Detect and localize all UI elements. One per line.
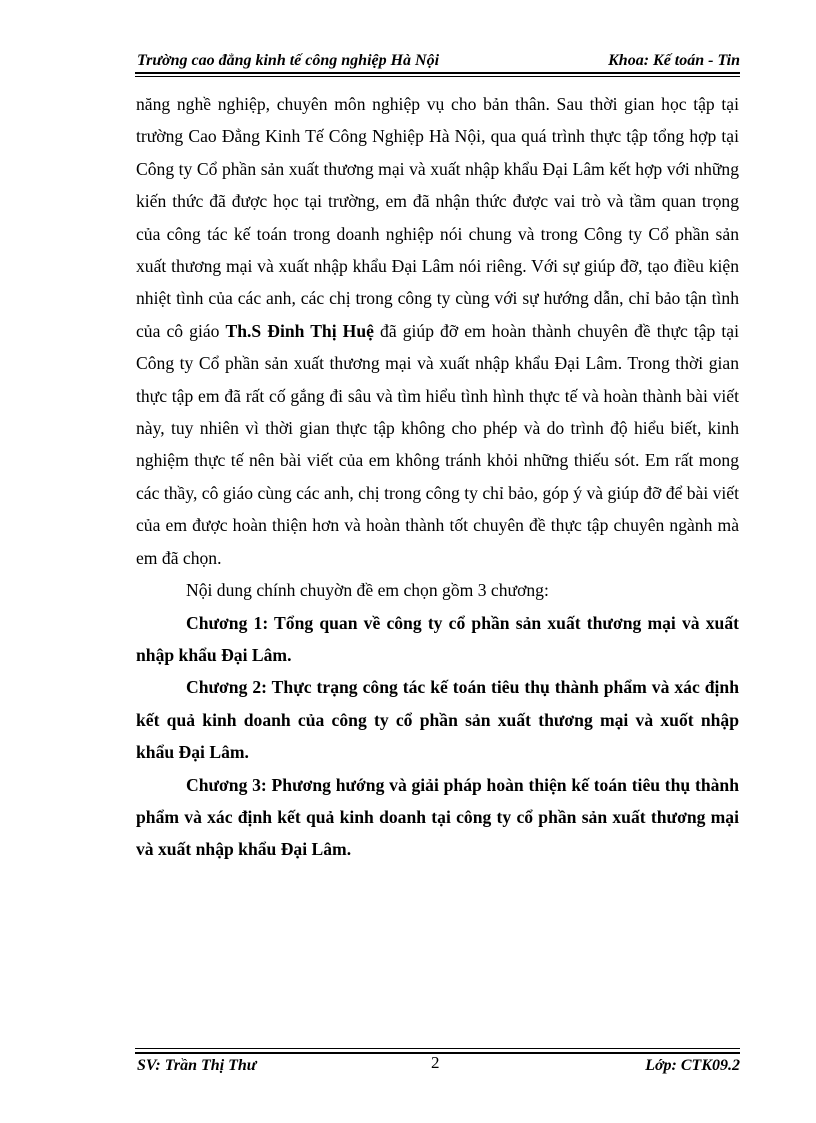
page-number: 2 <box>431 1053 440 1072</box>
paragraph-main-part1: năng nghề nghiệp, chuyên môn nghiệp vụ cho bản thân. Sau thời gian học tập tại trường Cao Đẳng Kinh Tế Công Nghiệp Hà Nội, qua quá trình thực tập tổng hợp tại Công ty Cổ phần sản xuất thương mại và xuất nhập khẩu Đại Lâm kết hợp với những kiến thức đã được học tại trường, em đã nhận thức được vai trò và tầm quan trọng của công tác kế toán trong doanh nghiệp nói chung và trong Công ty Cổ phần sản xuất thương mại và xuất nhập khẩu Đại Lâm nói riêng. Với sự giúp đỡ, tạo điều kiện nhiệt tình của các anh, các chị trong công ty cùng với sự hướng dẫn, chỉ bảo tận tình của cô giáo <box>136 94 739 341</box>
student-name: SV: Trần Thị Thư <box>137 1057 257 1074</box>
chapter-intro: Nội dung chính chuyờn đề em chọn gồm 3 chương: <box>186 580 549 601</box>
page-footer <box>135 1048 740 1078</box>
header-rule-thin <box>135 76 740 77</box>
chapter-2: Chương 2: Thực trạng công tác kế toán tiêu thụ thành phẩm và xác định kết quả kinh doanh của công ty cổ phần sản xuất thương mại và xuốt nhập khẩu Đại Lâm. <box>136 677 739 763</box>
paragraph-main-part2: đã giúp đỡ em hoàn thành chuyên đề thực tập tại Công ty Cổ phần sản xuất thương mại và xuất nhập khẩu Đại Lâm. Trong thời gian thực tập em đã rất cố gắng đi sâu và tìm hiểu tình hình thực tế và hoàn thành bài viết này, tuy nhiên vì thời gian thực tập không cho phép và do trình độ hiểu biết, kinh nghiệm thực tế nên bài viết của em không tránh khỏi những thiếu sót. Em rất mong các thầy, cô giáo cùng các anh, chị trong công ty chỉ bảo, góp ý và giúp đỡ để bài viết của em được hoàn thiện hơn và hoàn thành tốt chuyên đề thực tập chuyên ngành mà em đã chọn. <box>136 320 739 568</box>
page-header <box>135 50 740 74</box>
chapter-3: Chương 3: Phương hướng và giải pháp hoàn thiện kế toán tiêu thụ thành phẩm và xác định kết quả kinh doanh tại công ty cổ phần sản xuất thương mại và xuất nhập khẩu Đại Lâm. <box>136 774 739 860</box>
chapter-1: Chương 1: Tổng quan về công ty cổ phần sản xuất thương mại và xuất nhập khẩu Đại Lâm. <box>136 612 739 665</box>
class-name: Lớp: CTK09.2 <box>645 1057 740 1074</box>
footer-rule-thin <box>135 1048 740 1049</box>
paragraph-main <box>136 88 739 574</box>
teacher-name: Th.S Đinh Thị Huệ <box>225 320 374 341</box>
department-name: Khoa: Kế toán - Tin <box>608 52 740 69</box>
school-name: Trường cao đẳng kinh tế công nghiệp Hà Nội <box>137 52 440 69</box>
document-body <box>136 88 739 866</box>
header-rule <box>135 72 740 74</box>
